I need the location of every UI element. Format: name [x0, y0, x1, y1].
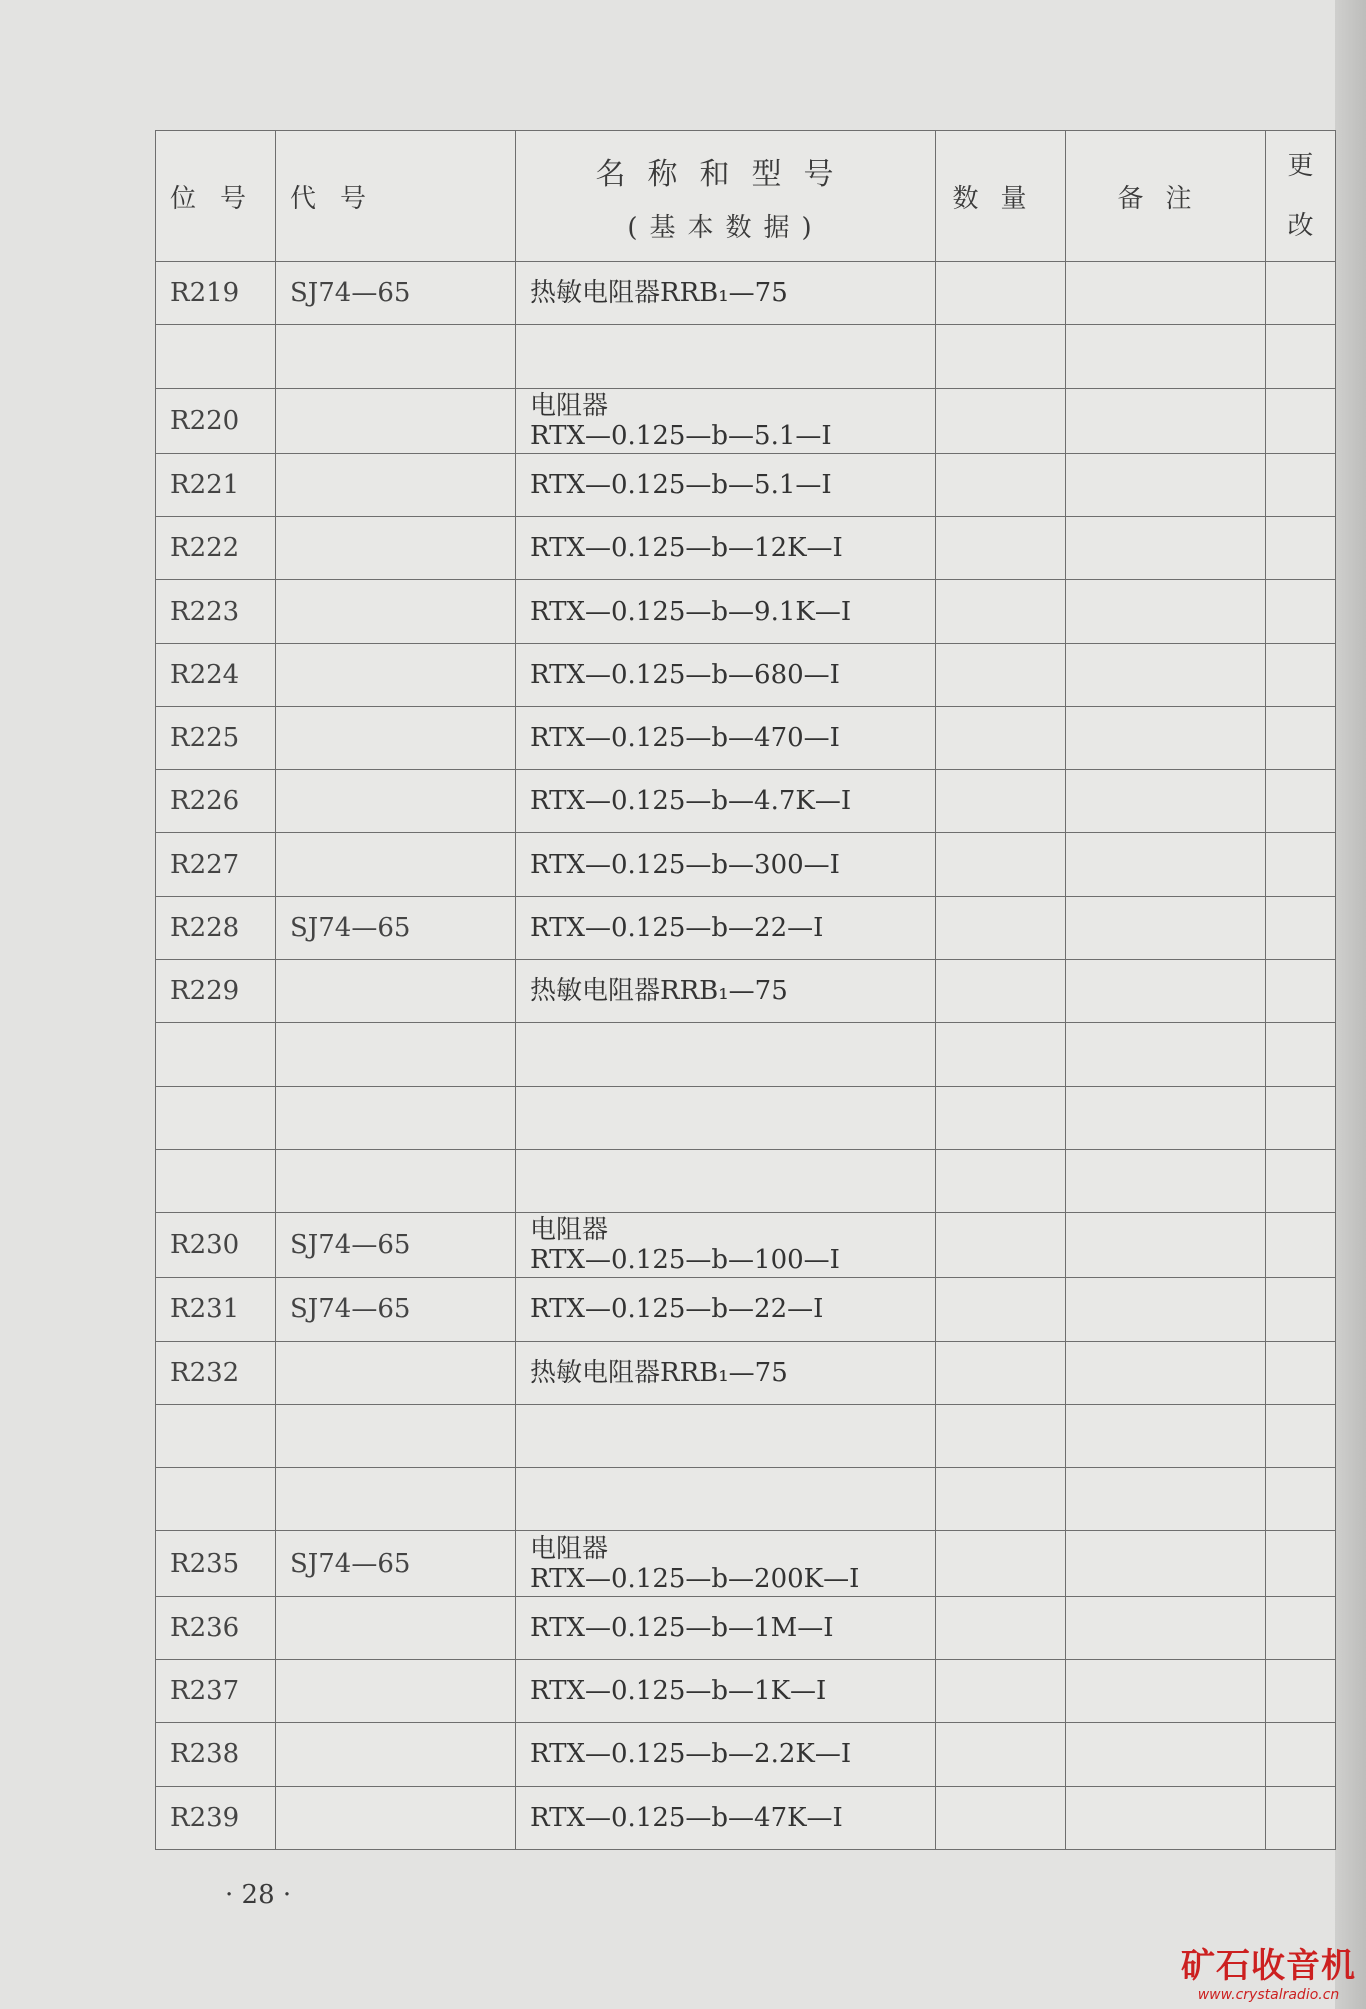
watermark-text: 矿石收音机 — [1181, 1946, 1356, 1986]
cell-position: R235 — [156, 1531, 276, 1596]
cell-quantity — [936, 1723, 1066, 1786]
cell-change — [1266, 1213, 1336, 1278]
cell-name-model — [516, 1596, 936, 1659]
cell-model: RTX—0.125—b—2.2K—I — [530, 1739, 852, 1770]
cell-position: R239 — [156, 1786, 276, 1849]
header-change-line1: 更 — [1287, 151, 1314, 181]
table-row — [156, 959, 1336, 1022]
cell-name-model — [516, 643, 936, 706]
cell-quantity — [936, 706, 1066, 769]
cell-remarks — [1066, 643, 1266, 706]
cell-code: SJ74—65 — [276, 1531, 516, 1596]
table-row — [156, 517, 1336, 580]
cell-position — [156, 1404, 276, 1467]
cell-change — [1266, 770, 1336, 833]
header-quantity: 数量 — [936, 131, 1066, 262]
cell-name-model — [516, 1404, 936, 1467]
table-row — [156, 1278, 1336, 1341]
cell-code — [276, 388, 516, 453]
cell-quantity — [936, 833, 1066, 896]
cell-position — [156, 1468, 276, 1531]
cell-quantity — [936, 770, 1066, 833]
cell-name-model — [516, 1086, 936, 1149]
table-row — [156, 1659, 1336, 1722]
cell-position: R238 — [156, 1723, 276, 1786]
cell-remarks — [1066, 1531, 1266, 1596]
table-row — [156, 1531, 1336, 1596]
table-row — [156, 1786, 1336, 1849]
table-row — [156, 1468, 1336, 1531]
cell-name-model — [516, 580, 936, 643]
cell-position — [156, 1023, 276, 1086]
cell-position: R229 — [156, 959, 276, 1022]
cell-model: RTX—0.125—b—200K—I — [530, 1563, 860, 1594]
cell-code — [276, 833, 516, 896]
cell-remarks — [1066, 770, 1266, 833]
cell-name-model — [516, 1278, 936, 1341]
cell-name-model — [516, 1659, 936, 1722]
cell-name-model — [516, 1468, 936, 1531]
cell-code — [276, 453, 516, 516]
cell-model: RTX—0.125—b—5.1—I — [530, 469, 832, 500]
cell-name-model — [516, 1786, 936, 1849]
header-change-line2: 改 — [1287, 211, 1314, 241]
cell-code — [276, 1404, 516, 1467]
cell-code — [276, 1341, 516, 1404]
cell-name-model — [516, 1149, 936, 1212]
cell-change — [1266, 1468, 1336, 1531]
header-name-line2: (基本数据) — [627, 212, 824, 243]
cell-code — [276, 1596, 516, 1659]
table-row — [156, 833, 1336, 896]
cell-remarks — [1066, 517, 1266, 580]
cell-remarks — [1066, 1468, 1266, 1531]
table-row — [156, 262, 1336, 325]
table-body — [156, 262, 1336, 1850]
cell-change — [1266, 325, 1336, 388]
cell-change — [1266, 833, 1336, 896]
cell-quantity — [936, 1213, 1066, 1278]
header-change — [1266, 131, 1336, 262]
header-name-model — [516, 131, 936, 262]
cell-remarks — [1066, 1213, 1266, 1278]
cell-position: R221 — [156, 453, 276, 516]
cell-name-model — [516, 896, 936, 959]
cell-model: RTX—0.125—b—680—I — [530, 659, 840, 690]
cell-name-model — [516, 453, 936, 516]
cell-code — [276, 1149, 516, 1212]
cell-change — [1266, 517, 1336, 580]
cell-remarks — [1066, 833, 1266, 896]
cell-quantity — [936, 388, 1066, 453]
cell-position: R230 — [156, 1213, 276, 1278]
cell-model: 热敏电阻器RRB₁—75 — [530, 1357, 788, 1388]
cell-remarks — [1066, 1786, 1266, 1849]
table-row — [156, 1596, 1336, 1659]
table-row — [156, 1213, 1336, 1278]
cell-code: SJ74—65 — [276, 262, 516, 325]
cell-code: SJ74—65 — [276, 896, 516, 959]
cell-quantity — [936, 1404, 1066, 1467]
cell-position: R220 — [156, 388, 276, 453]
table-row — [156, 1023, 1336, 1086]
cell-category: 电阻器 — [530, 1215, 609, 1246]
cell-change — [1266, 1531, 1336, 1596]
cell-code — [276, 1468, 516, 1531]
cell-code — [276, 517, 516, 580]
cell-change — [1266, 1023, 1336, 1086]
cell-remarks — [1066, 1149, 1266, 1212]
cell-code — [276, 770, 516, 833]
cell-change — [1266, 453, 1336, 516]
table-row — [156, 388, 1336, 453]
cell-code: SJ74—65 — [276, 1213, 516, 1278]
cell-change — [1266, 1786, 1336, 1849]
cell-quantity — [936, 896, 1066, 959]
table-row — [156, 643, 1336, 706]
cell-change — [1266, 262, 1336, 325]
table-header-row — [156, 131, 1336, 262]
cell-code — [276, 580, 516, 643]
cell-name-model — [516, 1723, 936, 1786]
cell-position: R223 — [156, 580, 276, 643]
header-remarks: 备注 — [1066, 131, 1266, 262]
cell-remarks — [1066, 1341, 1266, 1404]
cell-code — [276, 1723, 516, 1786]
cell-remarks — [1066, 580, 1266, 643]
header-name-line1: 名称和型号 — [595, 156, 856, 192]
cell-position: R225 — [156, 706, 276, 769]
table-row — [156, 770, 1336, 833]
cell-quantity — [936, 1659, 1066, 1722]
cell-name-model — [516, 1213, 936, 1278]
cell-remarks — [1066, 325, 1266, 388]
cell-model: RTX—0.125—b—4.7K—I — [530, 786, 852, 817]
cell-remarks — [1066, 896, 1266, 959]
cell-change — [1266, 643, 1336, 706]
cell-position: R226 — [156, 770, 276, 833]
cell-code — [276, 1086, 516, 1149]
cell-model: RTX—0.125—b—47K—I — [530, 1802, 843, 1833]
cell-code — [276, 1786, 516, 1849]
cell-name-model — [516, 833, 936, 896]
cell-code: SJ74—65 — [276, 1278, 516, 1341]
cell-position: R227 — [156, 833, 276, 896]
table-row — [156, 453, 1336, 516]
cell-remarks — [1066, 959, 1266, 1022]
cell-name-model — [516, 959, 936, 1022]
cell-name-model — [516, 706, 936, 769]
cell-remarks — [1066, 453, 1266, 516]
cell-quantity — [936, 1086, 1066, 1149]
cell-position — [156, 325, 276, 388]
cell-change — [1266, 1149, 1336, 1212]
cell-quantity — [936, 1531, 1066, 1596]
cell-model: RTX—0.125—b—1K—I — [530, 1676, 827, 1707]
cell-change — [1266, 896, 1336, 959]
cell-model: 热敏电阻器RRB₁—75 — [530, 976, 788, 1007]
table-row — [156, 1086, 1336, 1149]
watermark-url: www.crystalradio.cn — [1197, 1987, 1340, 2003]
cell-position — [156, 1086, 276, 1149]
header-position: 位号 — [156, 131, 276, 262]
table-row — [156, 325, 1336, 388]
cell-remarks — [1066, 1278, 1266, 1341]
cell-code — [276, 325, 516, 388]
cell-model: RTX—0.125—b—1M—I — [530, 1612, 834, 1643]
cell-code — [276, 959, 516, 1022]
cell-code — [276, 1023, 516, 1086]
cell-position: R222 — [156, 517, 276, 580]
table-row — [156, 580, 1336, 643]
table-row — [156, 706, 1336, 769]
cell-remarks — [1066, 1723, 1266, 1786]
cell-name-model — [516, 1341, 936, 1404]
cell-model: RTX—0.125—b—100—I — [530, 1245, 840, 1276]
cell-code — [276, 706, 516, 769]
cell-model: RTX—0.125—b—5.1—I — [530, 420, 832, 451]
cell-change — [1266, 1596, 1336, 1659]
page-edge-shadow — [1335, 0, 1366, 2009]
cell-model: RTX—0.125—b—12K—I — [530, 533, 843, 564]
table-row — [156, 1723, 1336, 1786]
cell-remarks — [1066, 1023, 1266, 1086]
cell-quantity — [936, 1023, 1066, 1086]
cell-change — [1266, 388, 1336, 453]
cell-position: R236 — [156, 1596, 276, 1659]
cell-quantity — [936, 643, 1066, 706]
cell-position: R232 — [156, 1341, 276, 1404]
cell-code — [276, 1659, 516, 1722]
cell-quantity — [936, 1278, 1066, 1341]
cell-change — [1266, 706, 1336, 769]
cell-remarks — [1066, 1596, 1266, 1659]
cell-remarks — [1066, 388, 1266, 453]
parts-list-table — [155, 130, 1336, 1850]
cell-change — [1266, 1086, 1336, 1149]
cell-quantity — [936, 262, 1066, 325]
cell-name-model — [516, 262, 936, 325]
cell-change — [1266, 1404, 1336, 1467]
cell-change — [1266, 1278, 1336, 1341]
page-number: · 28 · — [225, 1880, 292, 1910]
cell-remarks — [1066, 1659, 1266, 1722]
cell-category: 电阻器 — [530, 390, 609, 421]
cell-quantity — [936, 959, 1066, 1022]
cell-model: RTX—0.125—b—300—I — [530, 849, 840, 880]
cell-quantity — [936, 453, 1066, 516]
cell-quantity — [936, 325, 1066, 388]
header-code: 代号 — [276, 131, 516, 262]
cell-category: 电阻器 — [530, 1533, 609, 1564]
cell-model: RTX—0.125—b—22—I — [530, 1294, 824, 1325]
cell-model: 热敏电阻器RRB₁—75 — [530, 278, 788, 309]
cell-quantity — [936, 580, 1066, 643]
cell-change — [1266, 959, 1336, 1022]
cell-name-model — [516, 1531, 936, 1596]
cell-change — [1266, 1659, 1336, 1722]
cell-remarks — [1066, 1086, 1266, 1149]
cell-position: R219 — [156, 262, 276, 325]
watermark-logo — [1181, 1938, 1356, 2003]
cell-name-model — [516, 325, 936, 388]
cell-position: R224 — [156, 643, 276, 706]
cell-quantity — [936, 1149, 1066, 1212]
cell-change — [1266, 1341, 1336, 1404]
cell-name-model — [516, 517, 936, 580]
cell-code — [276, 643, 516, 706]
cell-quantity — [936, 1341, 1066, 1404]
cell-remarks — [1066, 1404, 1266, 1467]
cell-position: R237 — [156, 1659, 276, 1722]
cell-model: RTX—0.125—b—22—I — [530, 912, 824, 943]
cell-name-model — [516, 1023, 936, 1086]
table-row — [156, 1404, 1336, 1467]
cell-model: RTX—0.125—b—470—I — [530, 723, 840, 754]
cell-change — [1266, 1723, 1336, 1786]
cell-quantity — [936, 1786, 1066, 1849]
table-row — [156, 896, 1336, 959]
cell-remarks — [1066, 706, 1266, 769]
cell-quantity — [936, 1468, 1066, 1531]
cell-name-model — [516, 388, 936, 453]
cell-quantity — [936, 1596, 1066, 1659]
cell-name-model — [516, 770, 936, 833]
cell-position — [156, 1149, 276, 1212]
cell-position: R228 — [156, 896, 276, 959]
table-row — [156, 1341, 1336, 1404]
cell-remarks — [1066, 262, 1266, 325]
cell-position: R231 — [156, 1278, 276, 1341]
cell-model: RTX—0.125—b—9.1K—I — [530, 596, 852, 627]
table-row — [156, 1149, 1336, 1212]
cell-quantity — [936, 517, 1066, 580]
cell-change — [1266, 580, 1336, 643]
